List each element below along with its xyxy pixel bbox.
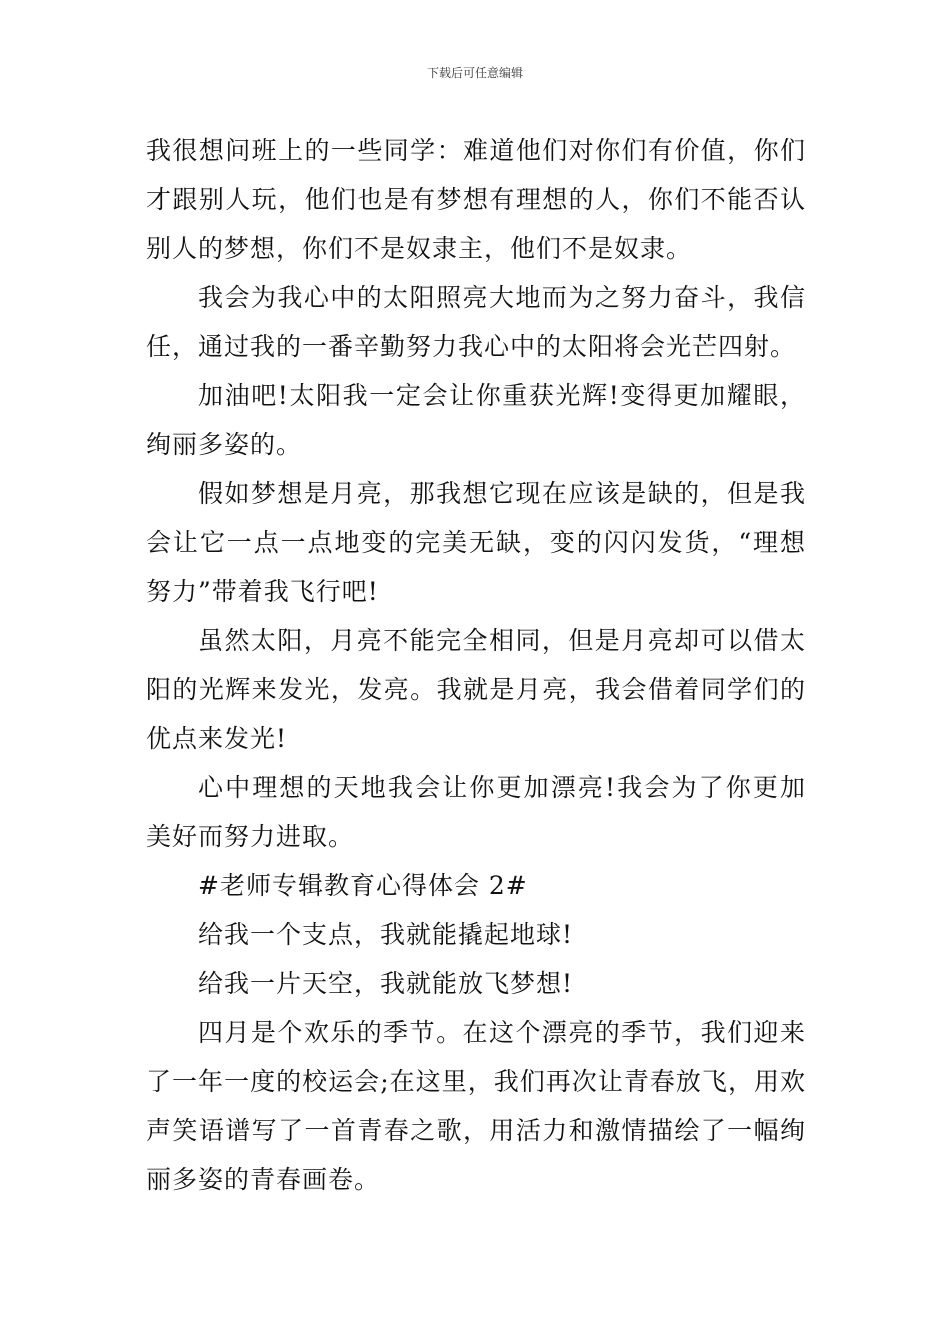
paragraph-5: 虽然太阳，月亮不能完全相同，但是月亮却可以借太阳的光辉来发光，发亮。我就是月亮，我会借着同学们的优点来发光!	[146, 626, 806, 753]
section-heading: #老师专辑教育心得体会 2#	[198, 871, 528, 900]
document-body	[146, 126, 806, 1204]
paragraph-1: 我很想问班上的一些同学：难道他们对你们有价值，你们才跟别人玩，他们也是有梦想有理想的人，你们不能否认别人的梦想，你们不是奴隶主，他们不是奴隶。	[146, 136, 806, 263]
paragraph-2: 我会为我心中的太阳照亮大地而为之努力奋斗，我信任，通过我的一番辛勤努力我心中的太阳将会光芒四射。	[146, 283, 806, 361]
paragraph-9: 四月是个欢乐的季节。在这个漂亮的季节，我们迎来了一年一度的校运会;在这里，我们再次让青春放飞，用欢声笑语谱写了一首青春之歌，用活力和激情描绘了一幅绚丽多姿的青春画卷。	[146, 1018, 806, 1194]
paragraph-7: 给我一个支点，我就能撬起地球!	[198, 920, 574, 949]
paragraph-8: 给我一片天空，我就能放飞梦想!	[198, 969, 574, 998]
paragraph-3: 加油吧!太阳我一定会让你重获光辉!变得更加耀眼，绚丽多姿的。	[146, 381, 806, 459]
paragraph-6: 心中理想的天地我会让你更加漂亮!我会为了你更加美好而努力进取。	[146, 773, 806, 851]
page-header: 下载后可任意编辑	[426, 66, 523, 80]
paragraph-4: 假如梦想是月亮，那我想它现在应该是缺的，但是我会让它一点一点地变的完美无缺，变的闪闪发货，“理想努力”带着我飞行吧!	[146, 479, 806, 606]
